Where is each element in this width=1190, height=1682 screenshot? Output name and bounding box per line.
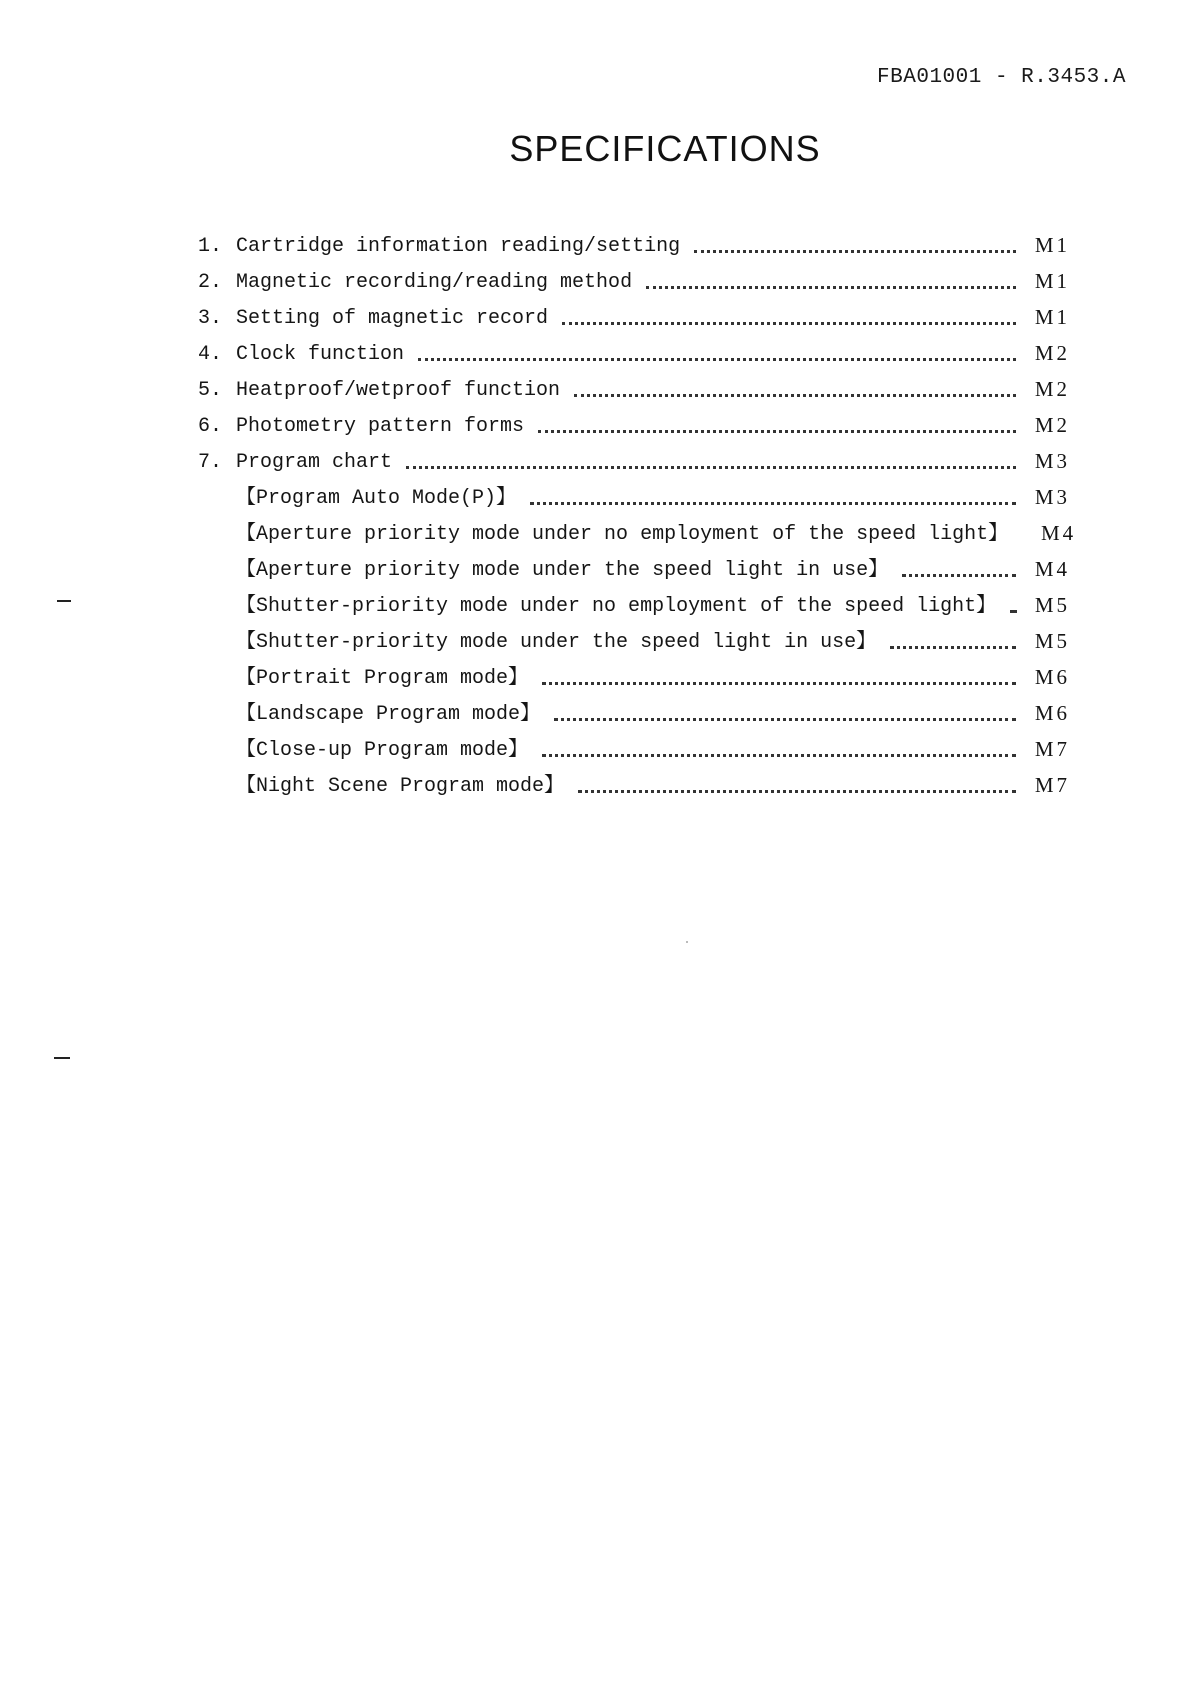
toc-entry-page: M5 [1034, 629, 1070, 653]
toc-entry-label: 【Aperture priority mode under the speed light in use】 [236, 559, 889, 582]
toc-entry-label: 【Landscape Program mode】 [236, 703, 541, 726]
toc-entry-number: 5. [198, 379, 223, 402]
margin-mark [57, 600, 71, 602]
toc-entry-page: M7 [1034, 773, 1070, 797]
toc-leader-dots [902, 574, 1016, 577]
toc-leader-dots [574, 394, 1016, 397]
toc-entry-page: M7 [1034, 737, 1070, 761]
toc-entry-label: 【Shutter-priority mode under no employment of the speed light】 [236, 595, 997, 618]
toc-entry-page: M1 [1034, 233, 1070, 257]
toc-leader-dots [406, 466, 1016, 469]
toc-entry-label: 【Close-up Program mode】 [236, 739, 529, 762]
toc-entry-page: M3 [1034, 449, 1070, 473]
toc-entry-page: M2 [1034, 341, 1070, 365]
toc-entry-number: 4. [198, 343, 223, 366]
toc-entry[interactable] [198, 474, 1070, 510]
toc-entry-page: M1 [1034, 305, 1070, 329]
toc-entry-label: 【Portrait Program mode】 [236, 667, 529, 690]
margin-mark [54, 1057, 70, 1059]
toc-entry[interactable] [198, 582, 1070, 618]
document-code: FBA01001 - R.3453.A [877, 66, 1126, 89]
toc-entry[interactable] [198, 618, 1070, 654]
toc-entry-label: Magnetic recording/reading method [236, 271, 633, 294]
toc-entry-page: M6 [1034, 701, 1070, 725]
toc-entry-page: M2 [1034, 413, 1070, 437]
page-title: SPECIFICATIONS [509, 128, 821, 170]
toc-entry-number: 3. [198, 307, 223, 330]
toc-leader-dots [646, 286, 1016, 289]
toc-entry-page: M4 [1040, 521, 1077, 545]
toc-leader-dots [542, 682, 1016, 685]
toc-entry-number: 1. [198, 235, 223, 258]
toc-leader-dots [542, 754, 1016, 757]
toc-leader-dots [418, 358, 1016, 361]
toc-entry[interactable] [198, 294, 1070, 330]
toc-leader-dots [694, 250, 1016, 253]
toc-entry-page: M4 [1034, 557, 1070, 581]
toc-entry[interactable] [198, 726, 1070, 762]
toc-entry[interactable] [198, 222, 1070, 258]
toc-entry-label: Cartridge information reading/setting [236, 235, 681, 258]
scan-speck [686, 941, 688, 943]
toc-entry-page: M2 [1034, 377, 1070, 401]
toc-leader-dots [890, 646, 1016, 649]
toc-entry-label: Setting of magnetic record [236, 307, 549, 330]
toc-entry[interactable] [198, 546, 1070, 582]
toc-entry[interactable] [198, 762, 1070, 798]
toc-entry-page: M5 [1034, 593, 1070, 617]
toc-entry[interactable] [198, 654, 1070, 690]
toc-entry-label: 【Night Scene Program mode】 [236, 775, 565, 798]
toc-entry-label: 【Shutter-priority mode under the speed light in use】 [236, 631, 877, 654]
toc-entry[interactable] [198, 510, 1077, 546]
toc-entry-label: Heatproof/wetproof function [236, 379, 561, 402]
toc-leader-dots [578, 790, 1016, 793]
table-of-contents [198, 222, 1077, 798]
toc-entry[interactable] [198, 402, 1070, 438]
toc-entry[interactable] [198, 366, 1070, 402]
toc-entry-number: 2. [198, 271, 223, 294]
toc-entry[interactable] [198, 258, 1070, 294]
toc-entry[interactable] [198, 330, 1070, 366]
toc-leader-dots [538, 430, 1016, 433]
toc-leader-dots [1010, 610, 1016, 613]
toc-entry-label: Clock function [236, 343, 405, 366]
toc-entry-label: Program chart [236, 451, 393, 474]
toc-entry-label: 【Program Auto Mode(P)】 [236, 487, 517, 510]
toc-leader-dots [554, 718, 1016, 721]
toc-leader-dots [530, 502, 1016, 505]
toc-entry-page: M1 [1034, 269, 1070, 293]
toc-entry-label: Photometry pattern forms [236, 415, 525, 438]
toc-leader-dots [562, 322, 1016, 325]
toc-entry-page: M3 [1034, 485, 1070, 509]
toc-entry-number: 7. [198, 451, 223, 474]
toc-entry-number: 6. [198, 415, 223, 438]
toc-entry[interactable] [198, 690, 1070, 726]
toc-entry-page: M6 [1034, 665, 1070, 689]
toc-entry-label: 【Aperture priority mode under no employment of the speed light】 [236, 523, 1009, 546]
toc-entry[interactable] [198, 438, 1070, 474]
